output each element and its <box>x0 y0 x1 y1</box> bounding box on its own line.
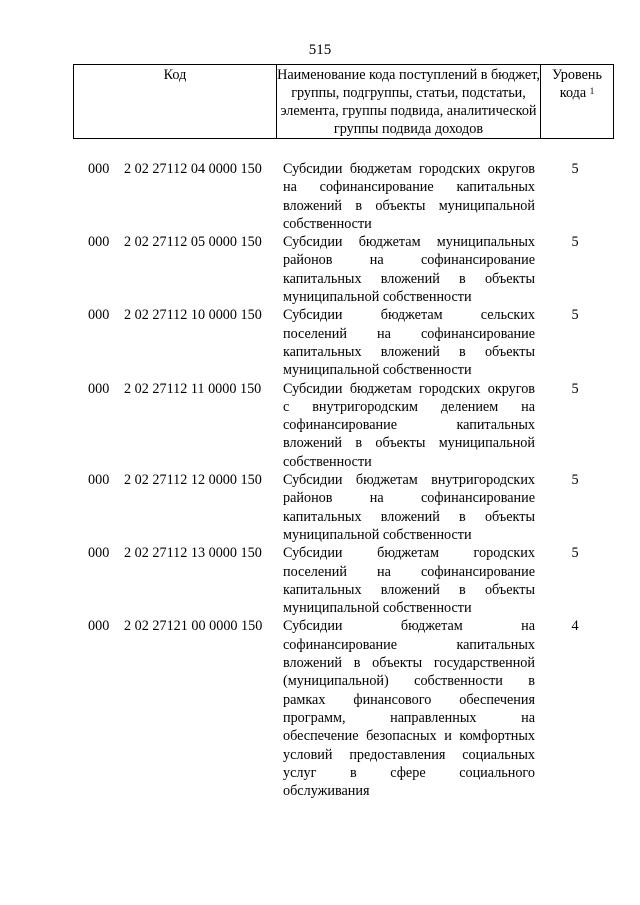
row-name-line: обеспечение безопасных и комфортных <box>283 728 535 745</box>
row-name-line: Субсидии бюджетам городских округов <box>283 161 535 177</box>
row-level: 5 <box>571 307 579 324</box>
row-name-line: капитальных вложений в объекты <box>283 581 535 598</box>
row-name-line: капитальных вложений в объекты <box>283 343 535 360</box>
row-code: 2 02 27121 00 0000 150 <box>124 618 263 635</box>
header-name: Наименование кода поступлений в бюджет, группы, подгруппы, статьи, подстатьи, элемента, группы подвида, аналитической группы подвида доходов <box>277 67 540 137</box>
table-row <box>0 160 640 233</box>
row-name-line: услуг в сфере социального <box>283 764 535 781</box>
row-name-line: вложений в объекты муниципальной <box>283 197 535 214</box>
row-name-line: Субсидии бюджетам сельских <box>283 307 535 324</box>
row-name-line: капитальных вложений в объекты <box>283 508 535 525</box>
header-level <box>541 65 613 138</box>
row-code: 2 02 27112 12 0000 150 <box>124 472 262 489</box>
row-prefix: 000 <box>88 161 110 177</box>
row-name-line: муниципальной собственности <box>283 289 472 306</box>
row-level: 5 <box>571 472 579 489</box>
table-row <box>0 617 640 800</box>
row-level: 5 <box>571 545 579 562</box>
row-code: 2 02 27112 04 0000 150 <box>124 161 262 177</box>
row-name-line: условий предоставления социальных <box>283 746 535 763</box>
row-name-line: Субсидии бюджетам городских округов <box>283 380 535 397</box>
row-name-line: собственности <box>283 215 372 232</box>
table-row <box>0 306 640 379</box>
row-name <box>283 233 535 306</box>
header-level-label: Уровень кода <box>552 67 602 101</box>
row-name-line: софинансирование капитальных <box>283 417 535 434</box>
row-name <box>283 380 535 471</box>
table-header <box>73 64 614 139</box>
row-name-line: муниципальной собственности <box>283 600 472 617</box>
row-name-line: муниципальной собственности <box>283 526 472 543</box>
row-name-line: поселений на софинансирование <box>283 563 535 580</box>
row-name-line: программ, направленных на <box>283 709 535 726</box>
row-level: 5 <box>571 234 579 251</box>
row-name-line: с внутригородским делением на <box>283 398 535 415</box>
row-name-line: вложений в объекты муниципальной <box>283 435 535 452</box>
row-name-line: Субсидии бюджетам муниципальных <box>283 234 535 251</box>
row-name-line: поселений на софинансирование <box>283 325 535 342</box>
row-code: 2 02 27112 13 0000 150 <box>124 545 262 562</box>
row-code: 2 02 27112 05 0000 150 <box>124 234 262 251</box>
row-level: 4 <box>571 618 579 635</box>
page-number: 515 <box>308 42 332 58</box>
row-name-line: рамках финансового обеспечения <box>283 691 535 708</box>
row-name-line: районов на софинансирование <box>283 490 535 507</box>
row-name-line: капитальных вложений в объекты <box>283 270 535 287</box>
row-level: 5 <box>571 380 579 397</box>
table-row <box>0 233 640 306</box>
row-level: 5 <box>571 161 579 177</box>
row-name-line: муниципальной собственности <box>283 362 472 379</box>
row-name-line: районов на софинансирование <box>283 252 535 269</box>
row-name-line: софинансирование капитальных <box>283 636 535 653</box>
table-row <box>0 380 640 471</box>
table-row <box>0 471 640 544</box>
header-code: Код <box>74 65 277 138</box>
row-name <box>283 160 535 233</box>
row-name-line: обслуживания <box>283 783 370 800</box>
row-name-line: Субсидии бюджетам на <box>283 618 535 635</box>
row-name <box>283 617 535 800</box>
row-name-line: Субсидии бюджетам городских <box>283 545 535 562</box>
row-name <box>283 471 535 544</box>
row-name-line: собственности <box>283 453 372 470</box>
row-prefix: 000 <box>88 618 110 635</box>
footnote-marker: 1 <box>589 86 595 96</box>
row-prefix: 000 <box>88 380 110 397</box>
row-name-line: (муниципальной) собственности в <box>283 673 535 690</box>
row-prefix: 000 <box>88 472 110 489</box>
row-code: 2 02 27112 11 0000 150 <box>124 380 262 397</box>
row-name-line: вложений в объекты государственной <box>283 655 535 672</box>
row-name-line: Субсидии бюджетам внутригородских <box>283 472 535 489</box>
row-prefix: 000 <box>88 234 110 251</box>
row-name <box>283 544 535 617</box>
table-row <box>0 544 640 617</box>
row-name <box>283 306 535 379</box>
row-prefix: 000 <box>88 545 110 562</box>
row-prefix: 000 <box>88 307 110 324</box>
table-body <box>0 160 640 800</box>
row-name-line: на софинансирование капитальных <box>283 179 535 196</box>
row-code: 2 02 27112 10 0000 150 <box>124 307 262 324</box>
